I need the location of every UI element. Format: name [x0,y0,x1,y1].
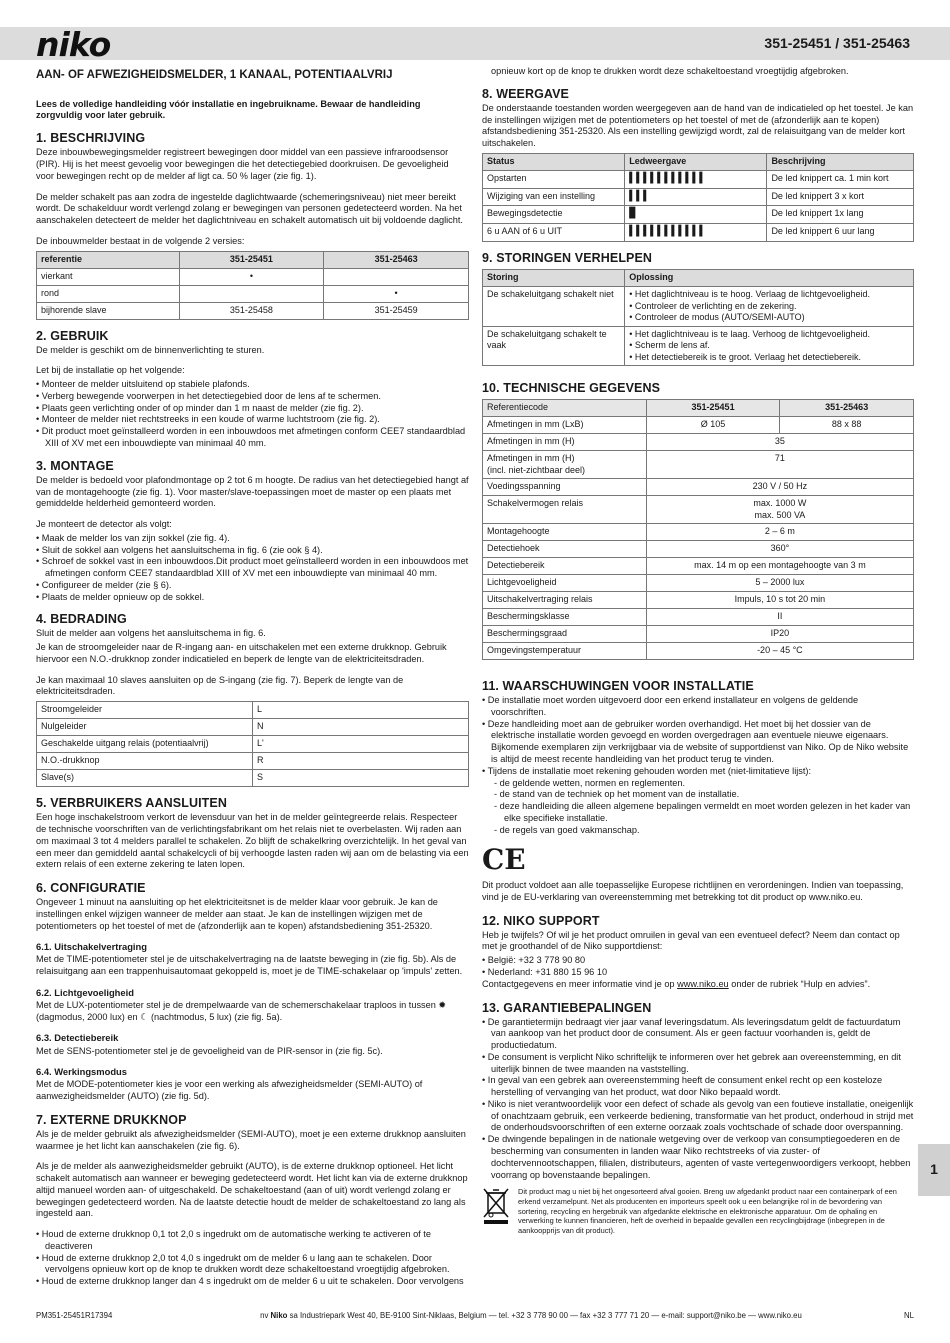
list-item: • Plaats de melder opnieuw op de sokkel. [36,592,469,604]
table-cell: Montagehoogte [483,524,647,541]
table-cell: 6 u AAN of 6 u UIT [483,224,625,242]
list-item: • Houd de externe drukknop 0,1 tot 2,0 s ingedrukt om de automatische werking te activeren of te deactiveren [36,1229,469,1253]
table-row [483,575,914,592]
bullet-list [482,1017,914,1182]
list-item: • België: +32 3 778 90 80 [482,955,914,967]
section-heading: 8. WEERGAVE [482,86,569,101]
list-item: • In geval van een gebrek aan overeenstemming heeft de consument enkel recht op een kosteloze herstelling of vervanging van het product, wat door Niko bepaald wordt. [482,1075,914,1099]
list-item: • Houd de externe drukknop langer dan 4 s ingedrukt om de melder 6 u uit te schakelen. Door vervolgens [36,1276,469,1288]
subsection-heading: 6.1. Uitschakelvertraging [36,941,147,953]
table-cell: 351-25458 [179,302,324,319]
table-row [483,287,914,327]
list-item: • Het detectiebereik is te groot. Verlaag het detectiebereik. [629,352,909,364]
table-row [483,417,914,434]
paragraph: Contactgegevens en meer informatie vind je op www.niko.eu onder de rubriek “Hulp en advies”. [482,978,871,989]
table-cell: II [646,609,913,626]
table-cell: Opstarten [483,170,625,188]
intro-text: Lees de volledige handleiding vóór installatie en ingebruikname. Bewaar de handleiding zorgvuldig voor later gebruik. [36,98,421,121]
table-cell: IP20 [646,626,913,643]
table-row [37,302,469,319]
list-item: • Tijdens de installatie moet rekening gehouden worden met (niet-limitatieve lijst): [482,766,914,778]
list-item: • Scherm de lens af. [629,340,909,352]
table-row [483,170,914,188]
dash-list [482,778,914,837]
table-cell: 88 x 88 [780,417,914,434]
list-item: • Schroef de sokkel vast in een inbouwdoos.Dit product moet geïnstalleerd worden in een inbouwdoos met afmetingen conform CEE7 standaardblad XIII of XV met een inbouwdiepte van minimaal 40 mm. [36,556,469,580]
subsection-heading: 6.2. Lichtgevoeligheid [36,986,134,998]
section-heading: 5. VERBRUIKERS AANSLUITEN [36,796,227,811]
table-cell: Uitschakelvertraging relais [483,592,647,609]
list-item: • Verberg bewegende voorwerpen in het detectiegebied door de lens af te schermen. [36,391,469,403]
table-row [483,479,914,496]
list-item: • De dwingende bepalingen in de nationale wetgeving over de verkoop van consumptiegoederen en de bescherming van consumenten in landen waar Niko rechtstreeks of via zuster- of dochtervennootschappen, filialen, distributeurs, agenten of vaste vertegenwoordigers verkoopt, hebben voorrang op bovenstaande bepalingen. [482,1134,914,1181]
table-header: 351-25451 [646,400,780,417]
subsection-heading: 6.3. Detectiebereik [36,1032,119,1044]
table-cell: bijhorende slave [37,302,180,319]
table-cell: • [179,268,324,285]
table-cell: Ø 105 [646,417,780,434]
paragraph: De melder schakelt pas aan zodra de ingestelde daglichtwaarde (schemeringsniveau) niet meer bereikt wordt. De schakelduur wordt verlengd zolang er bewegingen van personen gedetecteerd worden. Na het aanschakelen detecteert de melder het daglichtniveau en schakelt automatisch uit bij voldoende daglicht. [36,191,463,226]
table-cell: De schakeluitgang schakelt niet [483,287,625,327]
footer-language: NL [904,1311,914,1320]
specs-table [482,399,914,660]
wiring-table [36,701,469,787]
table-cell: N.O.-drukknop [37,753,253,770]
table-cell: De schakeluitgang schakelt te vaak [483,326,625,366]
section-heading: 7. EXTERNE DRUKKNOP [36,1112,187,1127]
bullet-list [36,379,469,450]
section-heading: 12. NIKO SUPPORT [482,913,600,928]
table-cell: max. 14 m op een montagehoogte van 3 m [646,558,913,575]
table-cell: 230 V / 50 Hz [646,479,913,496]
table-header: Referentiecode [483,400,647,417]
table-row [483,541,914,558]
section-heading: 2. GEBRUIK [36,328,109,343]
table-cell: 351-25459 [324,302,469,319]
table-cell: De led knippert 3 x kort [767,188,914,206]
list-item: • Houd de externe drukknop 2,0 tot 4,0 s ingedrukt om de melder 6 u lang aan te schakelen. Door vervolgens opnieuw kort op de knop te drukken wordt deze schakeltoestand vroegtijdig afgebroken. [36,1253,469,1277]
table-cell: vierkant [37,268,180,285]
table-cell: L' [253,736,469,753]
paragraph: Dit product voldoet aan alle toepasselijke Europese richtlijnen en verordeningen. Indien van toepassing, vind je de EU-verklaring van overeenstemming met betrekking tot dit product op www.niko.eu. [482,880,904,902]
subsection-heading: 6.4. Werkingsmodus [36,1066,127,1078]
paragraph: Met de SENS-potentiometer stel je de gevoeligheid van de PIR-sensor in (zie fig. 5c). [36,1045,383,1056]
left-column [36,66,469,1294]
list-item: • Dit product moet geïnstalleerd worden in een inbouwdoos met afmetingen conform CEE7 standaardblad XIII of XV met een inbouwdiepte van minimaal 40 mm. [36,426,469,450]
paragraph: Sluit de melder aan volgens het aansluitschema in fig. 6. [36,628,266,639]
paragraph: Een hoge inschakelstroom verkort de levensduur van het in de melder geïntegreerde relais. Respecteer de technische voorschriften van de verlichtingsfabrikant om het relais niet te overbelasten. Wij raden aan om maximaal 3 tot 4 melders parallel te schakelen. Zo blijft de schakelkring overzichtelijk. In het geval van een meer dan gemiddeld aantal schakelcycli of bij verhoogde lasten raden wij aan om de belasting via een extern relais of een externe zekering te laten lopen. [36,812,469,870]
table-cell: • [324,285,469,302]
table-cell: rond [37,285,180,302]
table-cell: Beschermingsklasse [483,609,647,626]
paragraph: Als je de melder als aanwezigheidsmelder gebruikt (AUTO), is de externe drukknop optioneel. Het licht schakelt automatisch aan wanneer er beweging gedetecteerd wordt. Het licht kan via de externe drukknop altijd manueel worden aan- of uitgeschakeld. De schakeltoestand (aan of uit) wordt verlengd zolang er bewegingen gedetecteerd worden. Na de laatste detectie houdt de melder de schakeltoestand zo lang als ingesteld aan. [36,1161,468,1219]
list-item: - de stand van de techniek op het moment van de installatie. [482,789,914,801]
list-item: • Controleer de modus (AUTO/SEMI-AUTO) [629,312,909,324]
disposal-notice [482,1187,914,1235]
bullet-list [36,533,469,604]
table-row [483,224,914,242]
list-item: • Monteer de melder niet rechtstreeks in een koude of warme luchtstroom (zie fig. 2). [36,414,469,426]
ce-mark-icon: CE [482,843,526,877]
section-heading: 6. CONFIGURATIE [36,881,146,896]
paragraph: opnieuw kort op de knop te drukken wordt deze schakeltoestand vroegtijdig afgebroken. [491,66,849,76]
led-table [482,153,914,242]
document-title: AAN- OF AFWEZIGHEIDSMELDER, 1 KANAAL, POTENTIAALVRIJ [36,69,393,81]
paragraph: De melder is geschikt om de binnenverlichting te sturen. [36,344,265,355]
bullet-list [482,955,914,979]
table-header: Beschrijving [767,153,914,170]
table-cell: De led knippert 1x lang [767,206,914,224]
paragraph: Let bij de installatie op het volgende: [36,365,185,376]
table-row [37,736,469,753]
table-header: Storing [483,270,625,287]
paragraph: Ongeveer 1 minuut na aansluiting op het elektriciteitsnet is de melder klaar voor gebruik. Je kan de instellingen enkel wijzigen wanneer de melder aan staat. Je kan de instellingen wijzigen met de potentiometers op het toestel of met de (afzonderlijk aan te kopen) afstandsbediening 351-25320. [36,897,438,931]
table-header: referentie [37,251,180,268]
table-header: 351-25463 [780,400,914,417]
list-item: • Maak de melder los van zijn sokkel (zie fig. 4). [36,533,469,545]
table-row [37,702,469,719]
table-cell: Schakelvermogen relais [483,496,647,524]
table-row [483,626,914,643]
table-cell: max. 1000 W max. 500 VA [646,496,913,524]
table-cell: 35 [646,434,913,451]
table-row [483,643,914,660]
paragraph: Heb je twijfels? Of wil je het product omruilen in geval van een eventueel defect? Neem dan contact op met je groothandel of de Niko supportdienst: [482,929,900,952]
table-row [483,592,914,609]
table-cell: Nulgeleider [37,719,253,736]
table-cell: Afmetingen in mm (LxB) [483,417,647,434]
list-item: • Het daglichtniveau is te hoog. Verlaag de lichtgevoeligheid. [629,289,909,301]
table-cell: Voedingsspanning [483,479,647,496]
disposal-text: Dit product mag u niet bij het ongesorteerd afval gooien. Breng uw afgedankt product naar een containerpark of een erkend verzamelpunt. Net als producenten en importeurs speelt ook u een belangrijke rol in de bevordering van sortering, recycling en hergebruik van afgedankte elektrische en elektronische apparatuur. Om de ophaling en verwerking te kunnen financieren, heft de overheid in bepaalde gevallen een recyclingbijdrage (inbegrepen in de aankoopprijs van dit product). [518,1187,897,1235]
table-cell: N [253,719,469,736]
table-row [483,434,914,451]
table-cell: S [253,770,469,787]
table-cell: Bewegingsdetectie [483,206,625,224]
table-row [483,206,914,224]
right-column [482,66,914,1235]
table-cell: Slave(s) [37,770,253,787]
section-heading: 11. WAARSCHUWINGEN VOOR INSTALLATIE [482,679,754,694]
table-row [37,753,469,770]
led-pattern: █ [625,206,767,224]
table-cell: Wijziging van een instelling [483,188,625,206]
list-item: • De consument is verplicht Niko schriftelijk te informeren over het gebrek aan overeenstemming, en dit uiterlijk binnen de twee maanden na vaststelling. [482,1052,914,1076]
table-cell: Afmetingen in mm (H) [483,434,647,451]
list-item: • Sluit de sokkel aan volgens het aansluitschema in fig. 6 (zie ook § 4). [36,545,469,557]
niko-website-link[interactable]: www.niko.eu [677,978,729,989]
table-cell: Lichtgevoeligheid [483,575,647,592]
table-header: 351-25463 [324,251,469,268]
list-item: • Monteer de melder uitsluitend op stabiele plafonds. [36,379,469,391]
list-item: • Niko is niet verantwoordelijk voor een defect of schade als gevolg van een foutieve installatie, oneigenlijk of onachtzaam gebruik, een verkeerde bediening, transformatie van het product, onderhoud in strijd met de onderhoudsvoorschriften of een externe oorzaak zoals vochtschade of schade door overspanning. [482,1099,914,1134]
list-item: • Plaats geen verlichting onder of op minder dan 1 m naast de melder (zie fig. 2). [36,403,469,415]
list-item: • Deze handleiding moet aan de gebruiker worden overhandigd. Het moet bij het dossier van de elektrische installatie worden gevoegd en worden overgedragen aan eventuele nieuwe eigenaars. Bijkomende exemplaren zijn verkrijgbaar via de website of supportdienst van Niko. Op de Niko website is altijd de meest recente handleiding van het product terug te vinden. [482,719,914,766]
footer [36,1311,914,1321]
table-row [483,609,914,626]
list-item: - de regels van goed vakmanschap. [482,825,914,837]
table-cell: Geschakelde uitgang relais (potentiaalvrij) [37,736,253,753]
paragraph: Met de TIME-potentiometer stel je de uitschakelvertraging na de laatste beweging in (zie fig. 5b). Als de relaisuitgang aan een trappenhuisautomaat gekoppeld is, moet je de TIME-schakelaar op 'impuls' zetten. [36,954,463,977]
paragraph: Met de MODE-potentiometer kies je voor een werking als afwezigheidsmelder (SEMI-AUTO) of aanwezigheidsmelder (AUTO) (zie fig. 5d). [36,1079,423,1102]
table-cell: Afmetingen in mm (H) (incl. niet-zichtbaar deel) [483,451,647,479]
table-cell: 71 [646,451,913,479]
bullet-list [36,1229,469,1288]
list-item: • Configureer de melder (zie § 6). [36,580,469,592]
table-cell [179,285,324,302]
section-heading: 9. STORINGEN VERHELPEN [482,251,653,266]
table-row [483,188,914,206]
table-cell [324,268,469,285]
footer-doc-code: PM351-25451R17394 [36,1311,113,1320]
section-heading: 3. MONTAGE [36,458,114,473]
led-pattern: ▌▌▌ [625,188,767,206]
table-cell: 5 – 2000 lux [646,575,913,592]
table-cell: 360° [646,541,913,558]
table-row [483,451,914,479]
led-pattern: ▌▌▌▌▌▌▌▌▌▌▌ [625,170,767,188]
section-heading: 13. GARANTIEBEPALINGEN [482,1000,652,1015]
table-cell: -20 – 45 °C [646,643,913,660]
table-row [483,326,914,366]
list-item: • De garantietermijn bedraagt vier jaar vanaf leveringsdatum. Als leveringsdatum geldt de factuurdatum van aankoop van het product door de consument. Als er geen factuur voorhanden is, geldt de productiedatum. [482,1017,914,1052]
list-item: • Het daglichtniveau is te laag. Verhoog de lichtgevoeligheid. [629,329,909,341]
list-item: • Controleer de verlichting en de zekering. [629,301,909,313]
section-heading: 1. BESCHRIJVING [36,131,146,146]
table-row [483,558,914,575]
paragraph: Je kan de stroomgeleider naar de R-ingang aan- en uitschakelen met een externe drukknop. Gebruik hiervoor een N.O.-drukknop zonder indicatieled en beperk de lengte van de elektriciteitsdraden. [36,642,447,664]
list-item: - de geldende wetten, normen en reglementen. [482,778,914,790]
table-row [37,719,469,736]
paragraph: De melder is bedoeld voor plafondmontage op 2 tot 6 m hoogte. De radius van het detectiegebied hangt af van de montagehoogte (zie fig. 1). Voor master/slave-toepassingen moet de master op een plaats met gemiddelde helderheid gemonteerd worden. [36,474,469,509]
table-row [37,285,469,302]
paragraph: De onderstaande toestanden worden weergegeven aan de hand van de indicatieled op het toestel. Je kan de instellingen wijzigen met de potentiometers op het toestel of met de (afzonderlijk aan te kopen) afstandsbediening 351-25320. Als een instelling gewijzigd wordt, zal de relaisuitgang van de melder kort uitschakelen. [482,102,914,149]
paragraph: De inbouwmelder bestaat in de volgende 2 versies: [36,235,245,246]
page-tab: 1 [918,1144,950,1196]
paragraph: Als je de melder gebruikt als afwezigheidsmelder (SEMI-AUTO), moet je een externe drukknop aansluiten waarmee je het licht kan aanschakelen (zie fig. 6). [36,1128,466,1151]
list-item: • De installatie moet worden uitgevoerd door een erkend installateur en volgens de geldende voorschriften. [482,695,914,719]
table-cell: Detectiebereik [483,558,647,575]
paragraph: Deze inbouwbewegingsmelder registreert bewegingen door middel van een passieve infraroodsensor (PIR). Hij is het meest gevoelig voor bewegingen die het detectiegebied doorkruisen. De gevoeligheid voor bewegingen recht op de melder af ligt ca. 50 % lager (zie fig. 1). [36,147,449,181]
table-cell: Stroomgeleider [37,702,253,719]
paragraph: Je monteert de detector als volgt: [36,519,172,530]
table-cell: Beschermingsgraad [483,626,647,643]
section-heading: 4. BEDRADING [36,612,127,627]
table-row [483,524,914,541]
table-cell: De led knippert ca. 1 min kort [767,170,914,188]
table-cell: R [253,753,469,770]
table-cell [625,287,914,327]
table-cell: De led knippert 6 uur lang [767,224,914,242]
table-cell: 2 – 6 m [646,524,913,541]
list-item: • Nederland: +31 880 15 96 10 [482,967,914,979]
footer-address: nv Niko sa Industriepark West 40, BE-9100 Sint-Niklaas, Belgium — tel. +32 3 778 90 00 — fax +32 3 777 71 20 — e-mail: support@niko.be — www.niko.eu [260,1311,802,1320]
table-row [483,496,914,524]
table-header: Ledweergave [625,153,767,170]
table-cell: Omgevingstemperatuur [483,643,647,660]
table-cell [625,326,914,366]
table-cell: L [253,702,469,719]
niko-logo: niko [36,25,111,64]
table-header: 351-25451 [179,251,324,268]
table-row [37,268,469,285]
table-header: Oplossing [625,270,914,287]
table-cell: Impuls, 10 s tot 20 min [646,592,913,609]
section-heading: 10. TECHNISCHE GEGEVENS [482,381,661,396]
led-pattern: ▌▌▌▌▌▌▌▌▌▌▌ [625,224,767,242]
list-item: - deze handleiding die alleen algemene bepalingen vermeldt en moet worden gelezen in het kader van elke specifieke installatie. [482,801,914,825]
table-cell: Detectiehoek [483,541,647,558]
table-header: Status [483,153,625,170]
versions-table [36,251,469,320]
paragraph: Je kan maximaal 10 slaves aansluiten op de S-ingang (zie fig. 7). Beperk de lengte van de elektriciteitsdraden. [36,674,404,697]
table-row [37,770,469,787]
troubleshooting-table [482,269,914,366]
paragraph: Met de LUX-potentiometer stel je de drempelwaarde van de schemerschakelaar traploos in tussen ✹ (dagmodus, 2000 lux) en ☾ (nachtmodus, 5 lux) (zie fig. 5a). [36,999,447,1022]
crossed-bin-icon [482,1187,510,1225]
bullet-list [482,695,914,777]
document-number: 351-25451 / 351-25463 [764,35,910,51]
